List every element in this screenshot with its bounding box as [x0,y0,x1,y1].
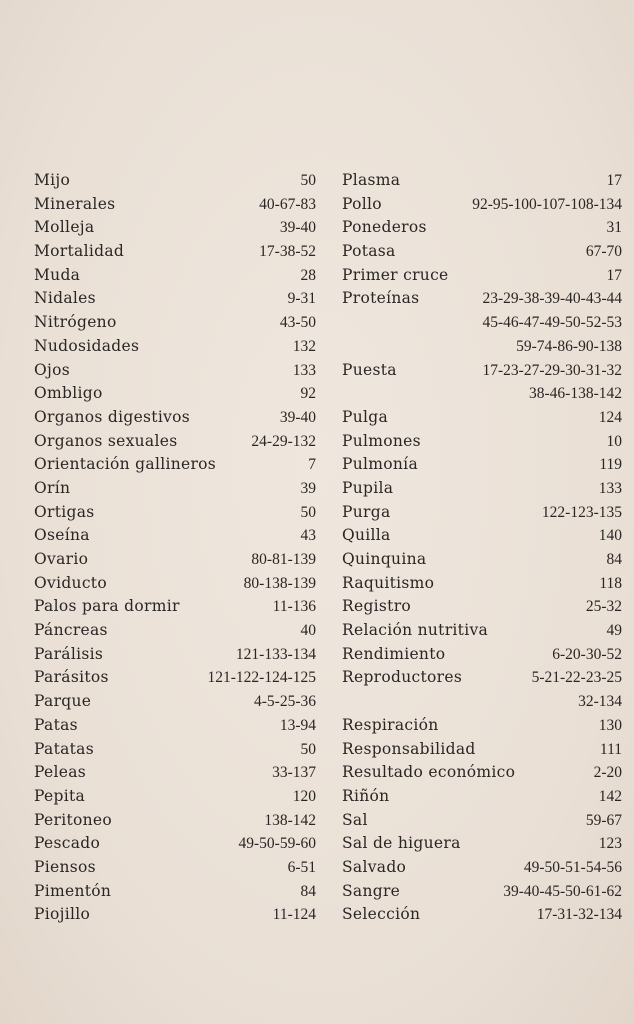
index-entry [34,406,316,430]
index-pages: 50 [300,740,316,758]
index-term: Purga [342,502,391,521]
index-entry [34,572,316,596]
index-pages: 140 [598,527,622,545]
index-term: Selección [342,905,421,924]
index-term: Potasa [342,242,396,261]
index-entry [342,453,622,477]
index-term: Riñón [342,786,390,805]
index-entry [342,666,622,690]
index-term: Pollo [342,194,382,213]
index-pages: 17-31-32-134 [536,906,622,924]
index-entry [342,430,622,454]
index-entry [34,903,316,927]
index-term: Quinquina [342,550,427,568]
index-pages: 84 [300,882,316,900]
index-entry [342,216,622,240]
index-pages: 17 [606,172,622,189]
index-pages: 84 [606,551,622,568]
index-entry [34,832,316,856]
index-pages: 138-142 [264,811,316,829]
index-term: Sal [342,810,368,829]
index-entry [34,311,316,335]
index-entry [342,643,622,667]
index-term: Parásitos [34,668,109,687]
index-pages: 28 [300,266,316,284]
index-entry [34,359,316,383]
index-term: Plasma [342,171,401,189]
index-pages: 17-23-27-29-30-31-32 [482,361,622,379]
index-term: Pescado [34,834,101,853]
index-pages: 39-40 [279,408,316,426]
index-term: Nitrógeno [34,313,117,332]
index-pages: 24-29-132 [251,432,316,450]
index-pages: 130 [598,716,622,734]
index-pages: 133 [598,479,622,497]
index-pages: 17-38-52 [259,243,316,261]
index-entry [342,359,622,383]
index-term: Oviducto [34,573,107,592]
index-term: Resultado económico [342,763,516,782]
index-entry [34,382,316,406]
index-pages: 38-46-138-142 [529,385,622,403]
index-term: Proteínas [342,289,420,308]
index-entry [34,738,316,762]
index-pages: 40 [300,622,316,640]
index-pages: 39-40 [279,219,316,237]
index-term: Reproductores [342,668,463,687]
index-entry [342,832,622,856]
index-term: Primer cruce [342,265,449,284]
index-pages: 119 [599,456,622,474]
index-pages: 40-67-83 [259,195,316,213]
index-term: Páncreas [34,621,108,640]
index-pages: 11-136 [272,598,316,616]
index-term: Orín [34,478,71,497]
index-entry [342,548,622,572]
index-term: Pepita [34,786,86,805]
index-pages: 39 [300,479,316,497]
index-term: Puesta [342,360,397,379]
index-pages: 49-50-51-54-56 [523,858,622,876]
index-entry [34,477,316,501]
index-pages: 121-122-124-125 [207,669,316,687]
index-term: Relación nutritiva [342,621,489,640]
index-entry [342,856,622,880]
index-pages: 124 [598,408,622,426]
index-pages: 25-32 [585,598,622,616]
index-entry [34,714,316,738]
index-pages: 5-21-22-23-25 [531,669,622,687]
index-term: Minerales [34,194,116,213]
index-pages: 33-137 [272,764,316,782]
index-pages: 121-133-134 [235,645,316,663]
index-term: Parque [34,692,92,711]
index-entry [342,785,622,809]
index-pages: 80-138-139 [243,574,316,592]
index-entry [342,169,622,193]
index-term: Ombligo [34,384,103,403]
index-pages: 123 [598,835,622,853]
index-entry [34,785,316,809]
index-entry [342,264,622,288]
index-entry [342,382,622,406]
index-term: Ponederos [342,218,427,237]
index-entry [342,193,622,217]
index-entry [34,501,316,525]
index-entry [342,524,622,548]
index-pages: 122-123-135 [541,503,622,521]
index-term: Pulga [342,407,389,426]
index-pages: 7 [308,456,316,474]
index-entry [34,548,316,572]
index-term: Raquitismo [342,573,435,592]
index-entry [342,501,622,525]
index-pages: 59-74-86-90-138 [516,337,622,355]
index-pages: 80-81-139 [251,551,316,568]
index-term: Pupila [342,478,394,497]
index-entry [34,240,316,264]
index-pages: 49-50-59-60 [238,835,316,853]
index-term: Ovario [34,550,89,568]
index-column-right [342,169,622,927]
index-entry [34,880,316,904]
index-pages: 50 [300,172,316,189]
index-pages: 11-124 [272,906,316,924]
index-pages: 118 [599,574,622,592]
index-entry [342,714,622,738]
index-entry [34,169,316,193]
index-term: Patas [34,715,78,734]
index-term: Pulmonía [342,455,418,474]
index-pages: 132 [292,337,316,355]
index-term: Piojillo [34,905,91,924]
index-term: Parálisis [34,644,104,663]
index-column-left [34,169,316,927]
index-term: Molleja [34,218,95,237]
index-entry [34,666,316,690]
index-pages: 50 [300,503,316,521]
index-entry [34,216,316,240]
index-entry [34,524,316,548]
index-term: Ojos [34,360,70,379]
index-term: Sal de higuera [342,834,461,853]
index-entry [342,903,622,927]
index-pages: 120 [292,787,316,805]
index-pages: 31 [606,219,622,237]
index-term: Rendimiento [342,644,446,663]
index-entry [34,453,316,477]
index-entry [342,572,622,596]
index-pages: 17 [606,266,622,284]
index-term: Peleas [34,763,87,782]
index-term: Quilla [342,526,391,545]
index-term: Muda [34,265,81,284]
index-pages: 6-20-30-52 [552,645,622,663]
index-pages: 92 [300,385,316,403]
index-term: Organos sexuales [34,431,178,450]
index-term: Responsabilidad [342,739,476,758]
index-entry [34,287,316,311]
index-entry [342,619,622,643]
index-pages: 59-67 [585,811,622,829]
index-entry [342,595,622,619]
index-term: Mortalidad [34,242,125,261]
index-pages: 10 [606,432,622,450]
index-entry [34,690,316,714]
index-term: Oseína [34,526,90,545]
index-pages: 23-29-38-39-40-43-44 [482,290,622,308]
index-entry [34,595,316,619]
index-entry [34,856,316,880]
index-pages: 4-5-25-36 [254,693,316,711]
index-entry [342,287,622,311]
index-pages: 43-50 [279,314,316,332]
index-term: Pimentón [34,881,112,900]
index-entry [34,335,316,359]
index-entry [342,809,622,833]
index-term: Peritoneo [34,810,113,829]
index-pages: 9-31 [287,290,316,308]
index-entry [34,761,316,785]
index-pages: 67-70 [585,243,622,261]
index-pages: 39-40-45-50-61-62 [503,882,622,900]
index-term: Registro [342,597,412,616]
index-term: Nudosidades [34,336,140,355]
index-pages: 142 [598,787,622,805]
index-entry [34,193,316,217]
index-pages: 45-46-47-49-50-52-53 [482,314,622,332]
index-entry [342,406,622,430]
index-term: Piensos [34,857,96,876]
index-pages: 32-134 [578,693,622,711]
index-term: Orientación gallineros [34,455,217,474]
index-entry [34,430,316,454]
index-entry [342,335,622,359]
index-pages: 6-51 [287,858,316,876]
index-entry [34,809,316,833]
index-entry [342,761,622,785]
index-entry [342,880,622,904]
index-pages: 13-94 [279,716,316,734]
index-entry [34,643,316,667]
index-pages: 2-20 [593,764,622,782]
index-entry [342,477,622,501]
index-pages: 43 [300,527,316,545]
index-entry [342,690,622,714]
index-term: Organos digestivos [34,407,191,426]
index-entry [34,264,316,288]
index-term: Ortigas [34,502,95,521]
index-term: Sangre [342,881,401,900]
index-entry [342,240,622,264]
index-term: Nidales [34,289,96,308]
index-entry [342,311,622,335]
index-term: Palos para dormir [34,597,180,616]
index-entry [34,619,316,643]
index-pages: 133 [292,361,316,379]
index-pages: 92-95-100-107-108-134 [472,195,622,213]
index-term: Patatas [34,739,94,758]
index-term: Mijo [34,171,71,189]
index-entry [342,738,622,762]
index-pages: 49 [606,622,622,640]
index-term: Respiración [342,715,439,734]
index-term: Pulmones [342,431,421,450]
index-pages: 111 [599,740,622,758]
index-term: Salvado [342,857,407,876]
